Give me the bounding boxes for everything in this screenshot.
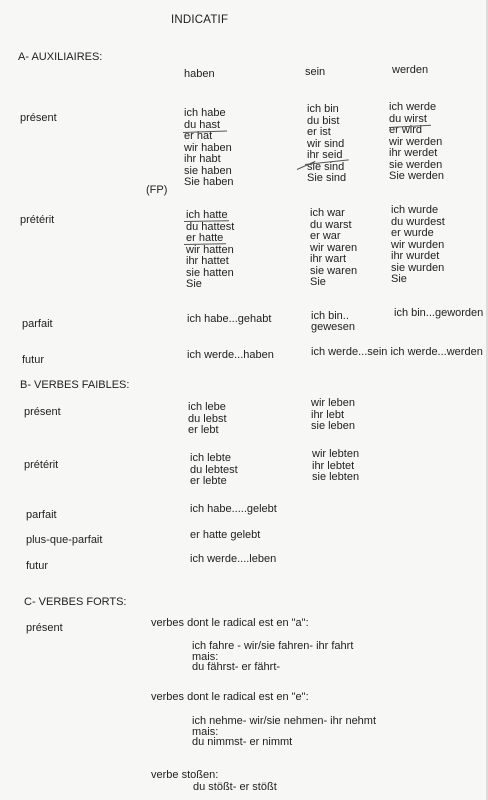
label-present-a: présent <box>20 112 57 124</box>
label-present-b: présent <box>24 406 61 418</box>
present-haben-row: ihr habt <box>184 153 221 165</box>
preterit-haben-row: ihr hattet <box>186 255 229 267</box>
rule-a: verbes dont le radical est en "a": <box>151 617 309 629</box>
preterit-sein-row: ihr wart <box>310 253 347 265</box>
preterit-sein-row: sie waren <box>310 264 358 277</box>
b-present-sing-row: er lebt <box>188 424 219 436</box>
preterit-sein-row: er war <box>310 230 341 242</box>
preterit-sein-row: wir waren <box>310 241 358 254</box>
b-preterit-plur-column <box>312 449 359 484</box>
present-werden-row: du wirst <box>389 112 427 125</box>
present-werden-row: ihr werdet <box>389 147 438 159</box>
b-futur-value: ich werde....leben <box>190 553 277 565</box>
present-sein-row: Sie sind <box>307 172 347 184</box>
parfait-werden: ich bin...geworden <box>394 307 484 319</box>
example-a-block <box>192 641 353 673</box>
label-preterit-b: prétérit <box>24 459 59 471</box>
present-haben-row: du hast <box>184 118 221 131</box>
parfait-haben: ich habe...gehabt <box>187 313 272 325</box>
rule-e: verbes dont le radical est en "e": <box>151 691 309 703</box>
present-haben-row: sie haben <box>184 164 232 177</box>
preterit-haben-column <box>186 210 234 291</box>
present-sein-row: sie sind <box>307 160 345 173</box>
label-preterit-a: prétérit <box>20 214 55 226</box>
present-haben-column <box>184 108 234 189</box>
b-present-plur-row: wir leben <box>311 397 356 409</box>
example-e-row: du nimmst- er nimmt <box>192 736 293 749</box>
header-haben: haben <box>184 68 215 80</box>
example-a-row: ich fahre - wir/sie fahren- ihr fahrt <box>192 640 354 652</box>
preterit-sein-row: du warst <box>310 218 352 231</box>
label-futur-b: futur <box>26 560 49 572</box>
preterit-sein-row: ich war <box>310 207 345 219</box>
example-e-row: ich nehme- wir/sie nehmen- ihr nehmt <box>192 715 377 727</box>
preterit-haben-row: Sie <box>186 278 202 290</box>
header-sein: sein <box>305 66 326 78</box>
label-parfait-b: parfait <box>26 509 57 521</box>
label-pqp-b: plus-que-parfait <box>26 534 103 546</box>
example-e-row: mais: <box>192 725 219 738</box>
present-werden-row: wir werden <box>389 135 443 148</box>
b-preterit-sing-row: ich lebte <box>190 452 231 464</box>
present-sein-row: er ist <box>307 126 331 138</box>
b-present-plur-row: sie leben <box>311 420 356 432</box>
parfait-sein-line1: ich bin.. <box>311 310 349 322</box>
section-c-heading: C- VERBES FORTS: <box>24 596 127 608</box>
b-present-sing-column <box>188 402 227 437</box>
present-werden-column <box>389 102 444 183</box>
b-present-sing-row: du lebst <box>188 412 227 425</box>
present-werden-row: ich werde <box>389 101 437 113</box>
present-haben-row: wir haben <box>184 141 232 154</box>
preterit-werden-row: sie wurden <box>391 261 445 274</box>
preterit-sein-column <box>310 208 357 289</box>
present-sein-row: ihr seid <box>307 149 343 161</box>
example-a-row: mais: <box>192 650 219 663</box>
label-fp: (FP) <box>146 184 168 196</box>
b-preterit-plur-row: wir lebten <box>312 448 360 460</box>
page-title: INDICATIF <box>171 14 229 26</box>
present-werden-row: er wird <box>389 124 423 136</box>
parfait-sein-line2: gewesen <box>311 321 356 333</box>
b-present-plur-column <box>311 398 355 433</box>
b-preterit-sing-column <box>190 453 238 488</box>
rule-stossen: verbe stoßen: <box>151 769 219 781</box>
b-preterit-sing-row: er lebte <box>190 475 227 487</box>
label-present-c: présent <box>26 622 63 634</box>
present-sein-column <box>307 104 346 185</box>
preterit-haben-row: ich hatte <box>186 209 228 221</box>
present-werden-row: sie werden <box>389 158 443 171</box>
present-sein-row: ich bin <box>307 103 339 115</box>
example-a-row: du fährst- er fährt- <box>192 661 281 674</box>
preterit-werden-row: ihr wurdet <box>391 250 440 262</box>
b-preterit-plur-row: ihr lebtet <box>312 459 355 472</box>
present-sein-row: du bist <box>307 114 340 127</box>
futur-haben: ich werde...haben <box>187 349 274 361</box>
preterit-haben-row: du hattest <box>186 220 235 233</box>
preterit-werden-row: ich wurde <box>391 204 439 216</box>
preterit-werden-row: du wurdest <box>391 215 445 228</box>
futur-sein-werden: ich werde...sein ich werde...werden <box>311 346 483 358</box>
preterit-haben-row: sie hatten <box>186 266 234 279</box>
preterit-sein-row: Sie <box>310 276 326 288</box>
label-futur-a: futur <box>22 354 45 366</box>
example-e-block <box>192 716 376 748</box>
preterit-werden-row: Sie <box>391 273 407 285</box>
b-present-plur-row: ihr lebt <box>311 408 345 421</box>
section-b-heading: B- VERBES FAIBLES: <box>20 379 130 391</box>
header-werden: werden <box>392 64 429 76</box>
preterit-haben-row: wir hatten <box>186 243 234 256</box>
preterit-werden-column <box>391 205 445 286</box>
present-haben-row: Sie haben <box>184 176 234 188</box>
preterit-werden-row: er wurde <box>391 227 434 239</box>
present-werden-row: Sie werden <box>389 170 445 182</box>
present-haben-row: ich habe <box>184 107 226 119</box>
section-a-heading: A- AUXILIAIRES: <box>18 51 103 63</box>
present-sein-row: wir sind <box>307 137 345 150</box>
b-preterit-sing-row: du lebtest <box>190 463 238 476</box>
label-parfait-a: parfait <box>22 318 53 330</box>
b-parfait-value: ich habe.....gelebt <box>190 503 277 515</box>
preterit-haben-row: er hatte <box>186 232 224 244</box>
example-stossen: du stößt- er stößt <box>193 781 277 793</box>
preterit-werden-row: wir wurden <box>391 238 445 251</box>
b-present-sing-row: ich lebe <box>188 401 226 413</box>
b-pqp-value: er hatte gelebt <box>190 529 261 541</box>
present-haben-row: er hat <box>184 130 213 142</box>
b-preterit-plur-row: sie lebten <box>312 471 360 483</box>
